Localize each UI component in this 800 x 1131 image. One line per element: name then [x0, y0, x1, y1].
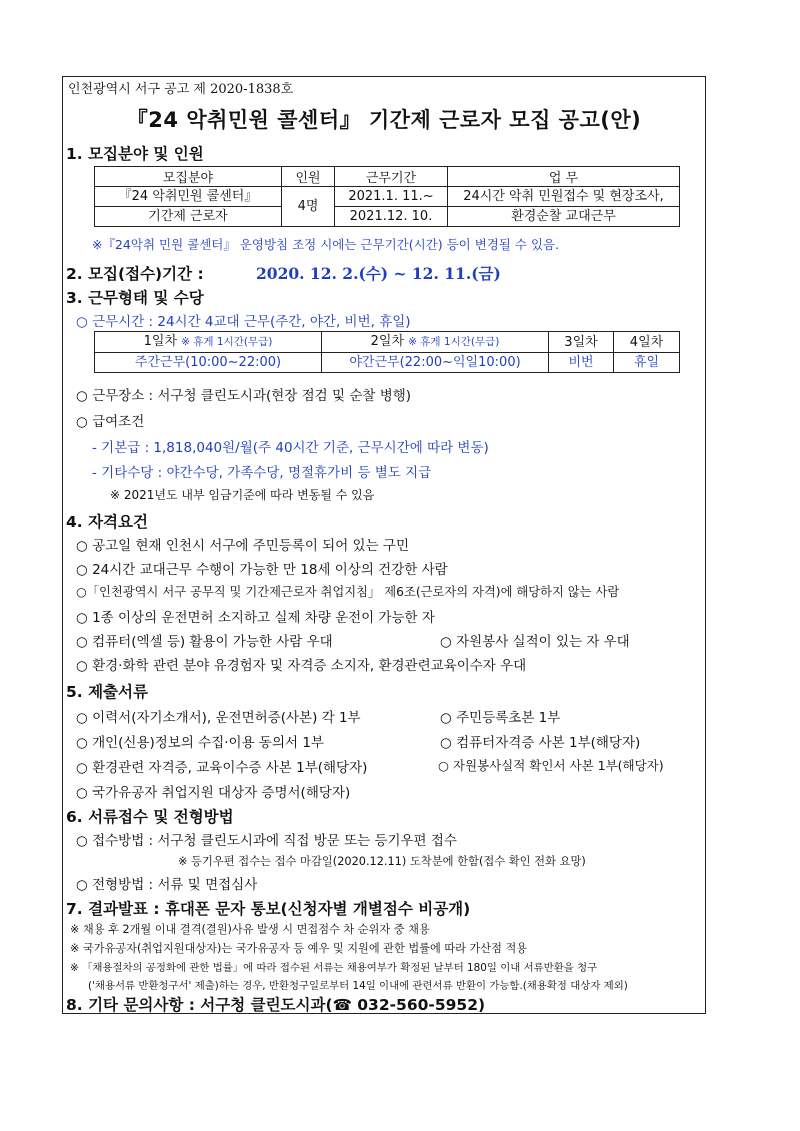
- selection-method: ○ 전형방법 : 서류 및 면접심사: [76, 877, 258, 893]
- section-8-heading: 8. 기타 문의사항 : 서구청 클린도시과(☎ 032-560-5952): [66, 996, 486, 1014]
- col-header-period: 근무기간: [335, 167, 448, 187]
- document-item: ○ 개인(신용)정보의 수집·이용 동의서 1부: [76, 735, 324, 751]
- section-1-note: ※『24악취 민원 콜센터』 운영방침 조정 시에는 근무기간(시간) 등이 변경될 수 있음.: [92, 237, 560, 252]
- workplace: ○ 근무장소 : 서구청 클린도시과(현장 점검 및 순찰 병행): [76, 388, 412, 404]
- cell-period-2: 2021.12. 10.: [335, 207, 448, 227]
- shift-table: [94, 331, 680, 373]
- day-4-header: 4일차: [614, 332, 680, 353]
- col-header-field: 모집분야: [95, 167, 282, 187]
- cell-field-2: 기간제 근로자: [95, 207, 282, 227]
- submission-note: ※ 등기우편 접수는 접수 마감일(2020.12.11) 도착분에 한함(접수 확인 전화 요망): [178, 855, 586, 868]
- qualification-item: ○ 컴퓨터(엑셀 등) 활용이 가능한 사람 우대: [76, 634, 333, 650]
- day-2-header: 2일차 ※ 휴게 1시간(무급): [322, 332, 549, 353]
- qualification-item: ○ 24시간 교대근무 수행이 가능한 만 18세 이상의 건강한 사람: [76, 562, 448, 578]
- section-2-heading: 2. 모집(접수)기간 :: [66, 265, 204, 283]
- qualification-item: ○ 환경·화학 관련 분야 유경험자 및 자격증 소지자, 환경관련교육이수자 우대: [76, 658, 527, 674]
- notice-number: 인천광역시 서구 공고 제 2020-1838호: [68, 82, 294, 97]
- contact-phone: 032-560-5952): [351, 996, 486, 1014]
- day-4-value: 휴일: [614, 353, 680, 373]
- cell-count: 4명: [282, 187, 335, 227]
- work-hours: ○ 근무시간 : 24시간 4교대 근무(주간, 야간, 비번, 휴일): [76, 314, 411, 330]
- section-5-heading: 5. 제출서류: [66, 683, 148, 701]
- cell-duty-2: 환경순찰 교대근무: [448, 207, 680, 227]
- qualification-item: ○ 공고일 현재 인천시 서구에 주민등록이 되어 있는 구민: [76, 538, 410, 554]
- day-2-value: 야간근무(22:00~익일10:00): [322, 353, 549, 373]
- day-3-header: 3일차: [549, 332, 614, 353]
- section-3-heading: 3. 근무형태 및 수당: [66, 289, 204, 307]
- recruit-period: 2020. 12. 2.(수) ~ 12. 11.(금): [256, 264, 501, 283]
- cell-duty-1: 24시간 악취 민원접수 및 현장조사,: [448, 187, 680, 207]
- document-item: ○ 국가유공자 취업지원 대상자 증명서(해당자): [76, 785, 351, 801]
- qualification-item: ○ 1종 이상의 운전면허 소지하고 실제 차량 운전이 가능한 자: [76, 610, 435, 626]
- day-3-value: 비번: [549, 353, 614, 373]
- document-item: ○ 주민등록초본 1부: [440, 710, 561, 726]
- allowance: - 기타수당 : 야간수당, 가족수당, 명절휴가비 등 별도 지급: [92, 465, 432, 481]
- day-1-header: 1일차 ※ 휴게 1시간(무급): [95, 332, 322, 353]
- phone-icon: ☎: [332, 996, 352, 1014]
- col-header-count: 인원: [282, 167, 335, 187]
- col-header-duty: 업 무: [448, 167, 680, 187]
- document-item: ○ 이력서(자기소개서), 운전면허증(사본) 각 1부: [76, 710, 361, 726]
- submission-method: ○ 접수방법 : 서구청 클린도시과에 직접 방문 또는 등기우편 접수: [76, 833, 457, 849]
- result-note: ※ 국가유공자(취업지원대상자)는 국가유공자 등 예우 및 지원에 관한 법률에 따라 가산점 적용: [70, 942, 528, 955]
- result-note: ※ 채용 후 2개월 이내 결격(결원)사유 발생 시 면접점수 차 순위자 중 채용: [70, 923, 430, 936]
- qualification-item: ○ 자원봉사 실적이 있는 자 우대: [440, 634, 630, 650]
- pay-note: ※ 2021년도 내부 임금기준에 따라 변동될 수 있음: [110, 488, 375, 502]
- document-item: ○ 자원봉사실적 확인서 사본 1부(해당자): [438, 758, 664, 773]
- recruit-table: [94, 166, 680, 227]
- result-note: ('채용서류 반환청구서' 제출)하는 경우, 반환청구일로부터 14일 이내에 관련서류 반환이 가능함.(채용확정 대상자 제외): [88, 980, 628, 992]
- section-7-heading: 7. 결과발표 : 휴대폰 문자 통보(신청자별 개별점수 비공개): [66, 900, 471, 918]
- salary-heading: ○ 급여조건: [76, 414, 145, 430]
- result-note: ※ 「채용절차의 공정화에 관한 법률」에 따라 접수된 서류는 채용여부가 확정된 날부터 180일 이내 서류반환을 청구: [70, 962, 598, 974]
- document-item: ○ 컴퓨터자격증 사본 1부(해당자): [440, 735, 641, 751]
- cell-period-1: 2021.1. 11.~: [335, 187, 448, 207]
- section-1-heading: 1. 모집분야 및 인원: [66, 145, 204, 163]
- qualification-item: ○「인천광역시 서구 공무직 및 기간제근로자 취업지침」 제6조(근로자의 자격)에 해당하지 않는 사람: [76, 585, 620, 599]
- page-title: 『24 악취민원 콜센터』 기간제 근로자 모집 공고(안): [126, 108, 642, 132]
- cell-field-1: 『24 악취민원 콜센터』: [95, 187, 282, 207]
- day-1-value: 주간근무(10:00~22:00): [95, 353, 322, 373]
- section-4-heading: 4. 자격요건: [66, 513, 148, 531]
- section-6-heading: 6. 서류접수 및 전형방법: [66, 808, 234, 826]
- document-item: ○ 환경관련 자격증, 교육이수증 사본 1부(해당자): [76, 760, 368, 776]
- base-pay: - 기본급 : 1,818,040원/월(주 40시간 기준, 근무시간에 따라 변동): [92, 440, 489, 456]
